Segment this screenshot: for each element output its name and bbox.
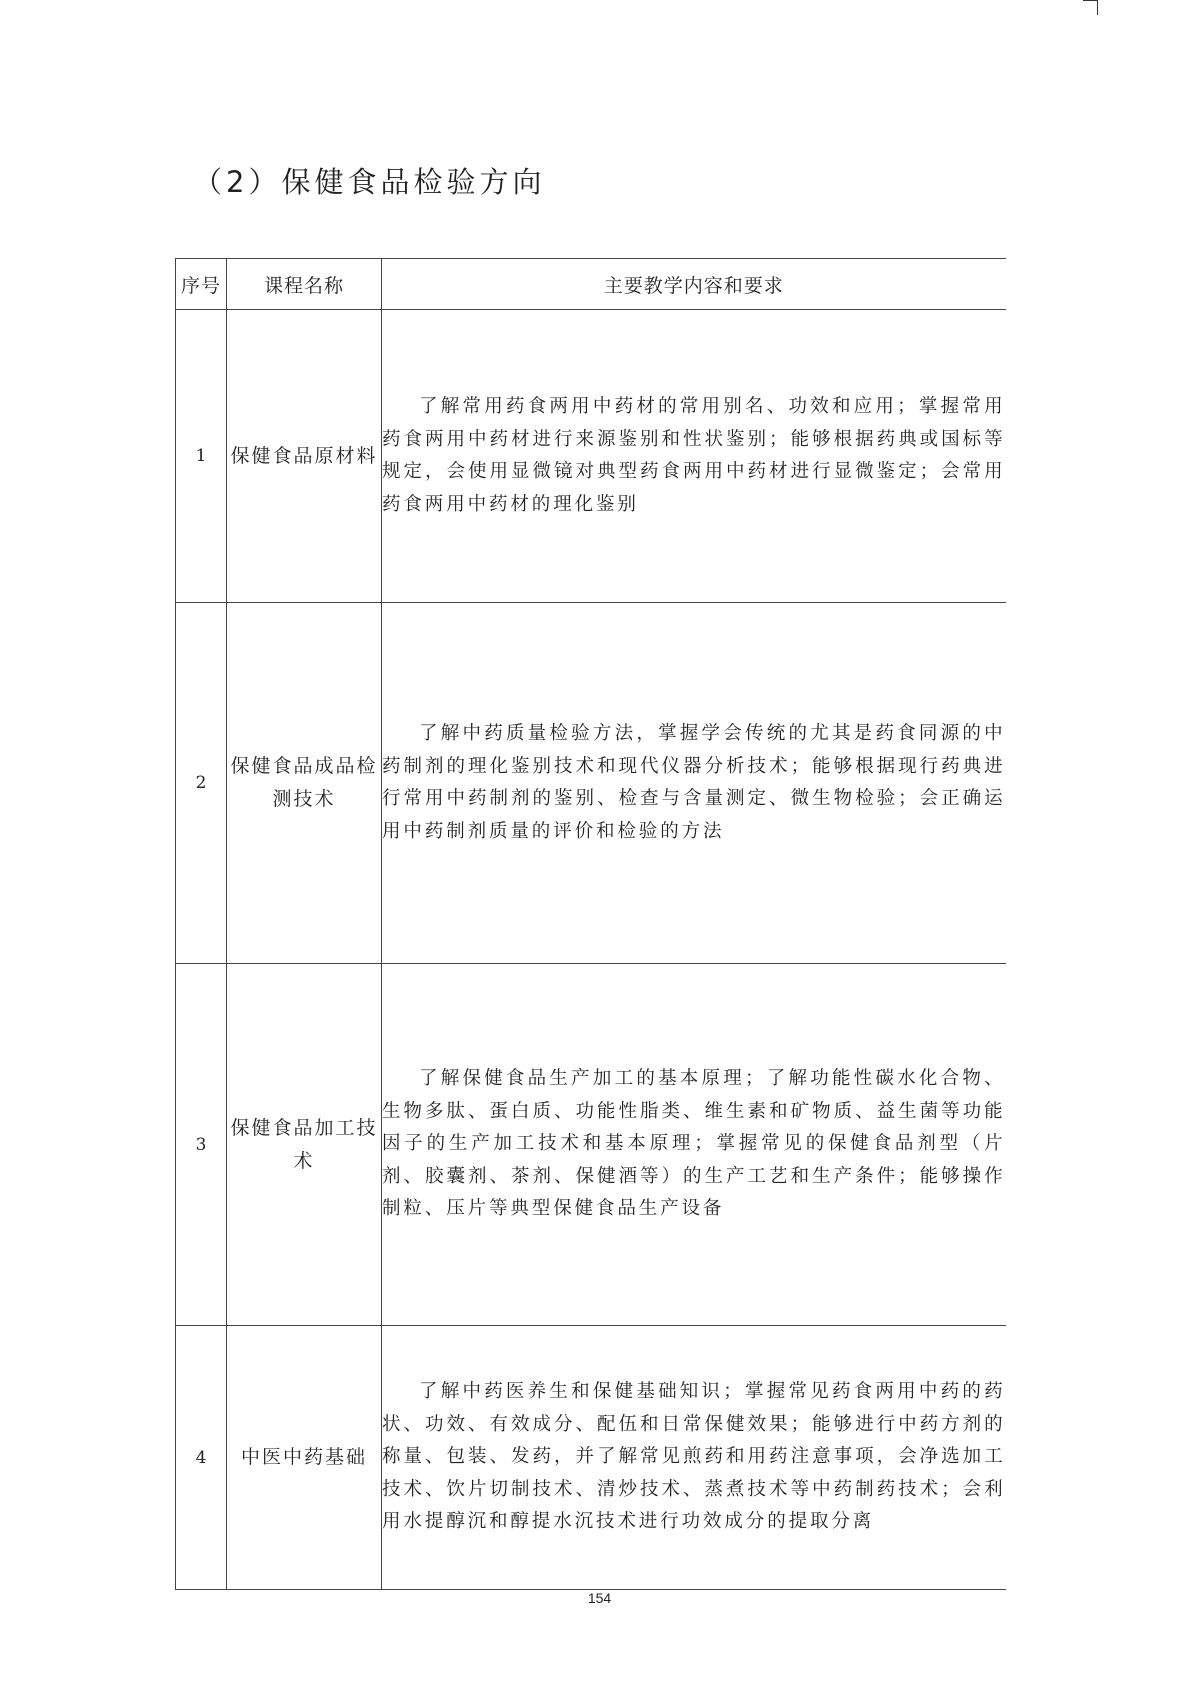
row-number: 3 xyxy=(176,964,227,1326)
course-name: 保健食品加工技术 xyxy=(227,964,382,1326)
course-content: 了解中药医养生和保健基础知识；掌握常见药食两用中药的药状、功效、有效成分、配伍和日常保健效果；能够进行中药方剂的称量、包装、发药，并了解常见煎药和用药注意事项，会净选加工技术、饮片切制技术、清炒技术、蒸煮技术等中药制药技术；会利用水提醇沉和醇提水沉技术进行功效成分的提取分离 xyxy=(382,1326,1006,1590)
header-content: 主要教学内容和要求 xyxy=(382,259,1006,310)
page-corner-mark xyxy=(1083,0,1098,15)
section-title: （2）保健食品检验方向 xyxy=(193,165,546,199)
row-number: 4 xyxy=(176,1326,227,1590)
page-number: 154 xyxy=(587,1590,612,1606)
course-content: 了解保健食品生产加工的基本原理；了解功能性碳水化合物、生物多肽、蛋白质、功能性脂类、维生素和矿物质、益生菌等功能因子的生产加工技术和基本原理；掌握常见的保健食品剂型（片剂、胶囊剂、茶剂、保健酒等）的生产工艺和生产条件；能够操作制粒、压片等典型保健食品生产设备 xyxy=(382,964,1006,1326)
course-table xyxy=(175,258,1006,1590)
table-row xyxy=(176,310,1006,603)
row-number: 2 xyxy=(176,603,227,964)
header-no: 序号 xyxy=(176,259,227,310)
table-row xyxy=(176,603,1006,964)
table-row xyxy=(176,1326,1006,1590)
table-header-row xyxy=(176,259,1006,310)
course-name: 保健食品原材料 xyxy=(227,310,382,603)
table-row xyxy=(176,964,1006,1326)
header-course-name: 课程名称 xyxy=(227,259,382,310)
course-content: 了解中药质量检验方法，掌握学会传统的尤其是药食同源的中药制剂的理化鉴别技术和现代仪器分析技术；能够根据现行药典进行常用中药制剂的鉴别、检查与含量测定、微生物检验；会正确运用中药制剂质量的评价和检验的方法 xyxy=(382,603,1006,964)
course-name: 保健食品成品检测技术 xyxy=(227,603,382,964)
course-content: 了解常用药食两用中药材的常用别名、功效和应用；掌握常用药食两用中药材进行来源鉴别和性状鉴别；能够根据药典或国标等规定，会使用显微镜对典型药食两用中药材进行显微鉴定；会常用药食两用中药材的理化鉴别 xyxy=(382,310,1006,603)
course-name: 中医中药基础 xyxy=(227,1326,382,1590)
row-number: 1 xyxy=(176,310,227,603)
